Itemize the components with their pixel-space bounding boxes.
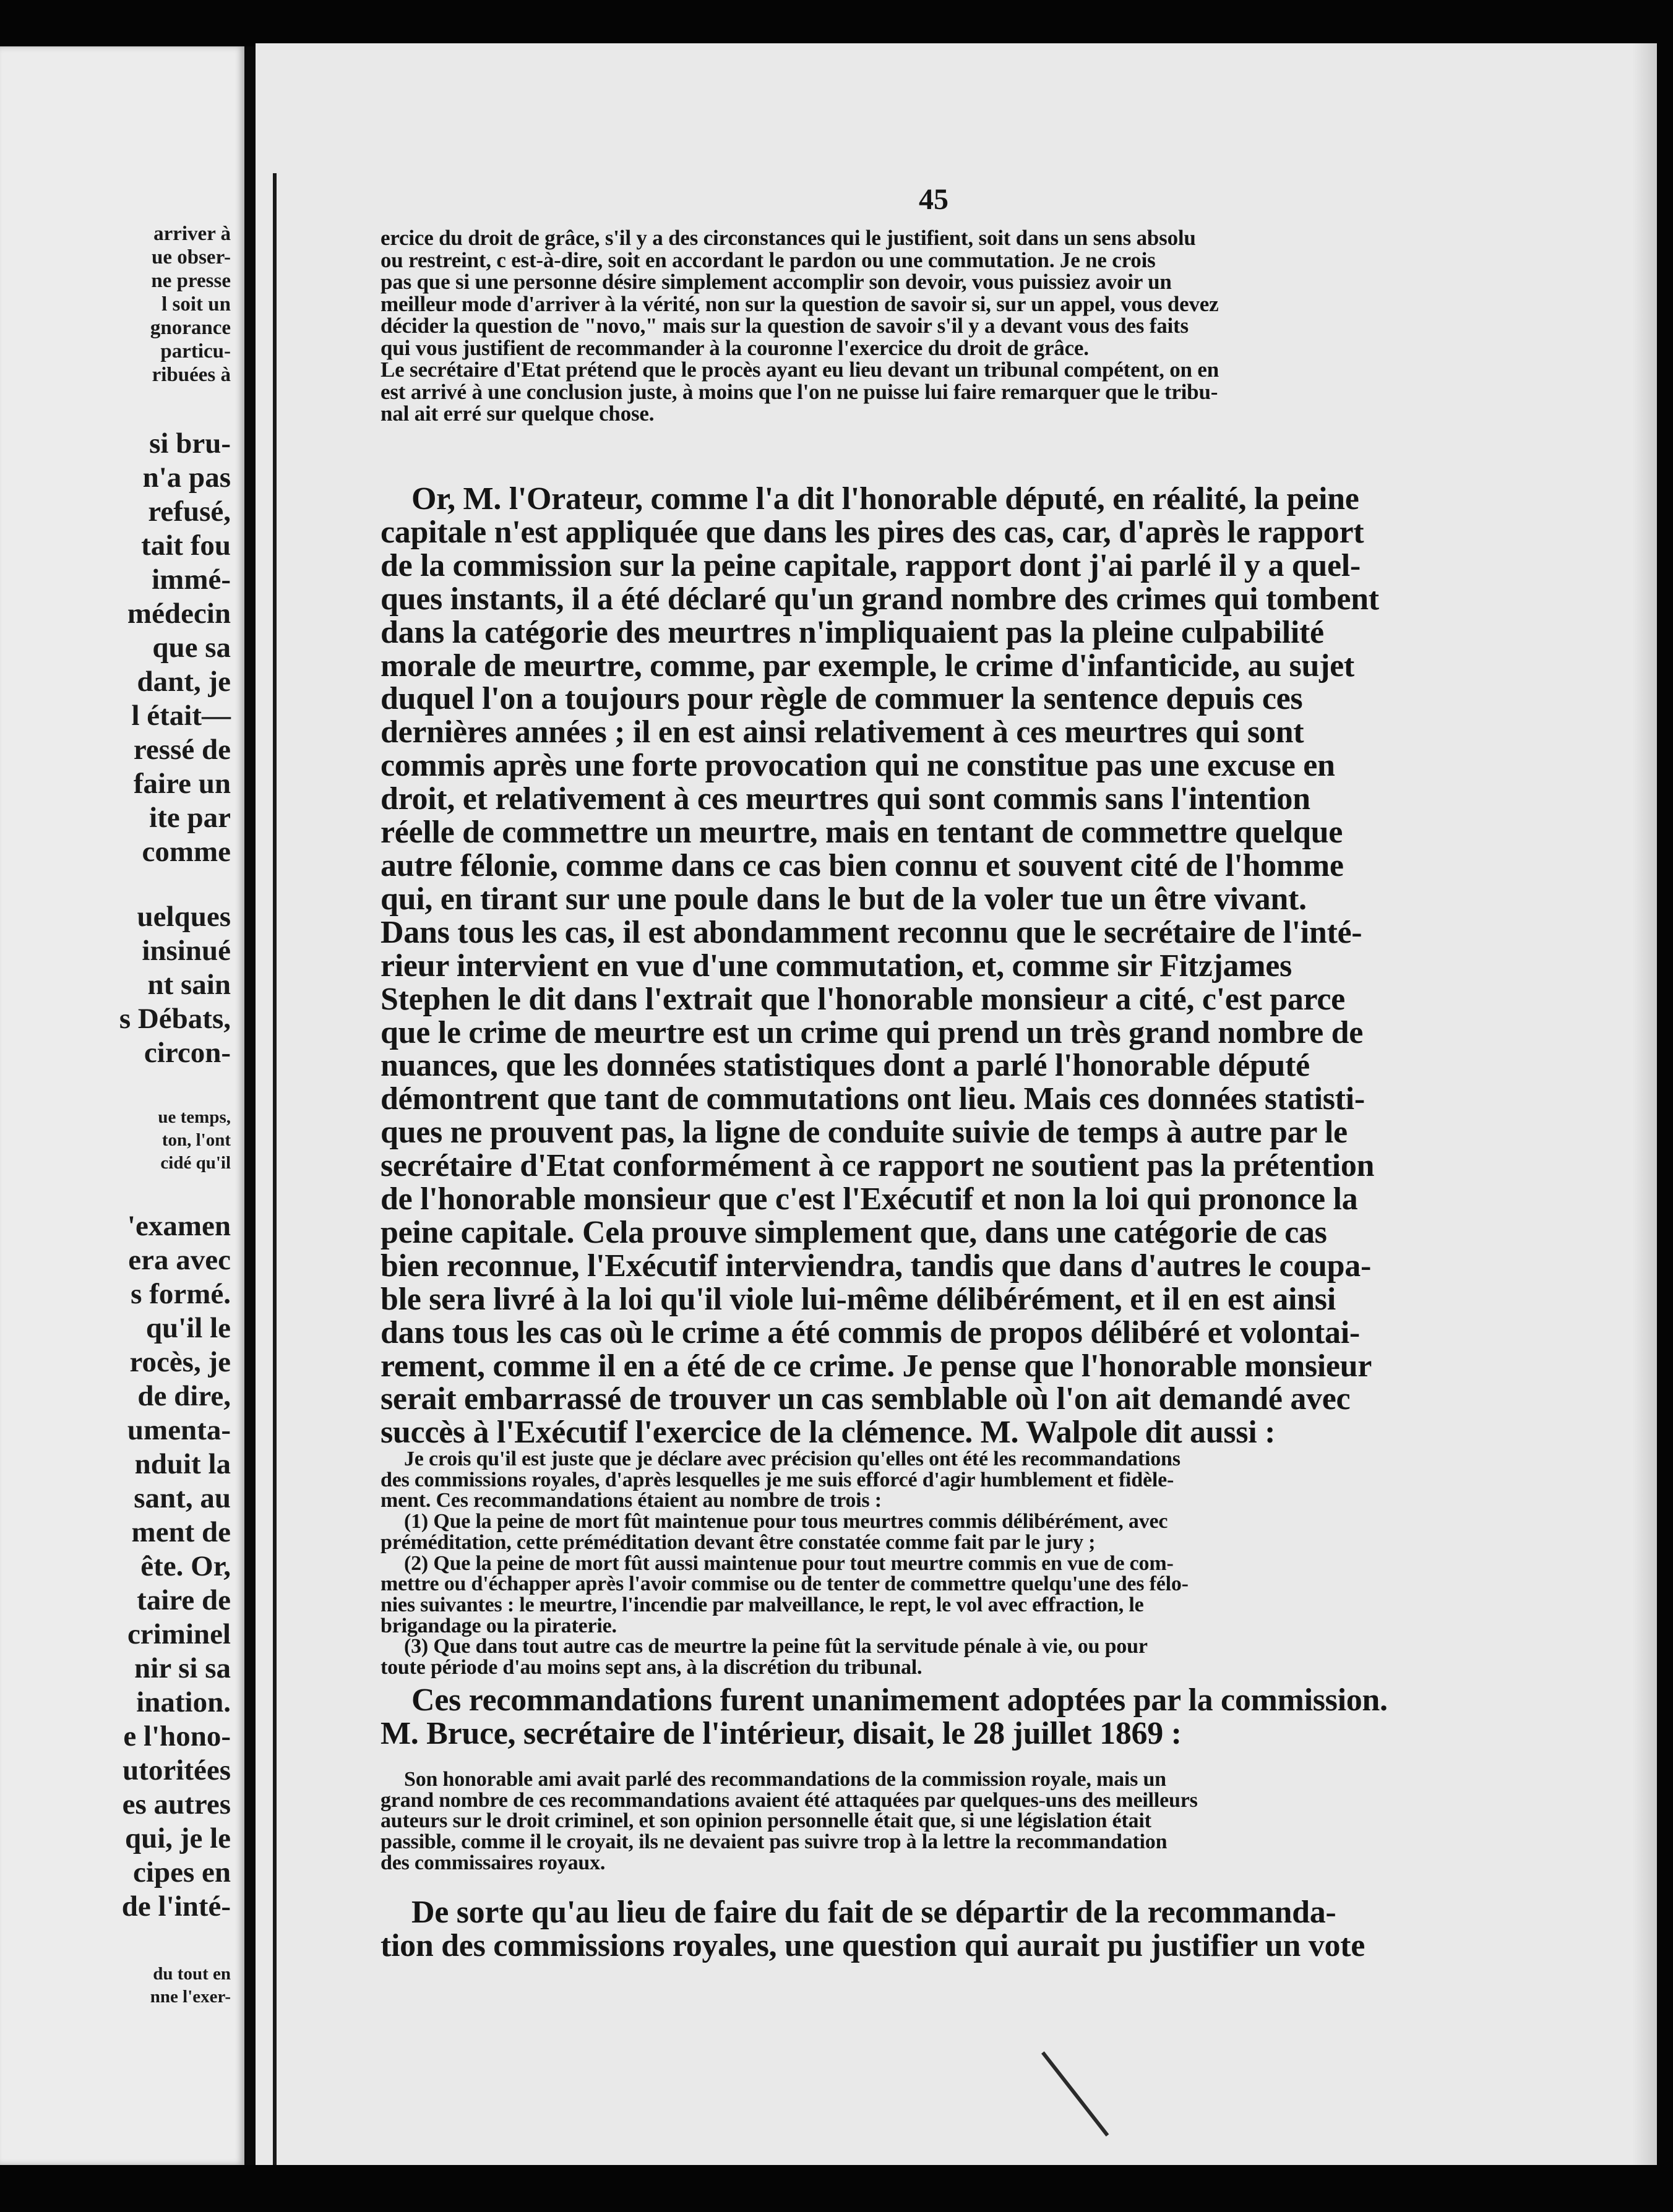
left-page-fragment: immé- [152,564,231,596]
left-page-fragment: qu'il le [145,1312,231,1344]
text-line: préméditation, cette préméditation devant être constatée comme fait par le jury ; [381,1530,1096,1554]
text-line: peine capitale. Cela prouve simplement que, dans une catégorie de cas [381,1214,1327,1250]
left-page-fragment: era avec [128,1244,231,1276]
left-page-fragment: utoritées [123,1754,231,1786]
text-line: est arrivé à une conclusion juste, à moins que l'on ne puisse lui faire remarquer que le tribu- [381,379,1218,404]
left-page-fragment: insinué [142,935,231,967]
left-page-fragment: refusé, [148,495,231,528]
left-page-fragment: s formé. [131,1278,231,1310]
left-page-fragment: ue temps, [158,1107,231,1127]
text-line: Stephen le dit dans l'extrait que l'honorable monsieur a cité, c'est parce [381,981,1345,1017]
text-line: (3) Que dans tout autre cas de meurtre la peine fût la servitude pénale à vie, ou pour [404,1635,1148,1658]
quote-bruce [381,1769,1198,1874]
text-line: dans la catégorie des meurtres n'impliquaient pas la pleine culpabilité [381,614,1324,650]
text-line: ment. Ces recommandations étaient au nombre de trois : [381,1489,882,1512]
text-line: dernières années ; il en est ainsi relativement à ces meurtres qui sont [381,714,1304,750]
binding-line [273,173,277,2171]
text-line: brigandage ou la piraterie. [381,1614,617,1637]
text-line: Or, M. l'Orateur, comme l'a dit l'honorable député, en réalité, la peine [411,481,1359,517]
text-line: nies suivantes : le meurtre, l'incendie par malveillance, le rept, le vol avec effraction, le [381,1593,1144,1616]
text-line: nal ait erré sur quelque chose. [381,401,655,426]
left-page-fragment: ribuées à [152,364,231,386]
text-line: dans tous les cas où le crime a été commis de propos délibéré et volontai- [381,1314,1360,1350]
left-page-fragment: dant, je [137,666,231,698]
text-line: commis après une forte provocation qui ne constitue pas une excuse en [381,748,1335,784]
main-paragraph-3 [381,1896,1365,1963]
text-line: réelle de commettre un meurtre, mais en tentant de commettre quelque [381,815,1343,851]
left-page-fragment: comme [142,836,231,868]
left-page-fragment: 'examen [127,1210,231,1242]
left-page-fragment: ton, l'ont [161,1130,231,1150]
left-page-fragment: gnorance [150,317,231,339]
left-page-fragment: arriver à [153,223,231,245]
text-line: Dans tous les cas, il est abondamment reconnu que le secrétaire de l'inté- [381,914,1362,950]
text-line: De sorte qu'au lieu de faire du fait de se départir de la recommanda- [411,1895,1336,1930]
left-page-fragment: médecin [127,598,231,630]
text-line: des commissaires royaux. [381,1851,606,1874]
left-page-fragment: circon- [144,1037,231,1069]
left-page-fragment: es autres [122,1788,231,1820]
left-page-fragment: nt sain [147,969,231,1001]
text-line: tion des commissions royales, une question qui aurait pu justifier un vote [381,1927,1365,1963]
text-line: Son honorable ami avait parlé des recommandations de la commission royale, mais un [404,1768,1166,1791]
text-line: ou restreint, c est-à-dire, soit en accordant le pardon ou une commutation. Je ne crois [381,247,1156,272]
document-page [256,43,1657,2171]
text-line: ques ne prouvent pas, la ligne de conduite suivie de temps à autre par le [381,1115,1348,1151]
text-line: secrétaire d'Etat conformément à ce rapport ne soutient pas la prétention [381,1148,1375,1184]
text-line: morale de meurtre, comme, par exemple, le crime d'infanticide, au sujet [381,648,1354,684]
quote-walpole [381,1449,1189,1678]
text-line: droit, et relativement à ces meurtres qui sont commis sans l'intention [381,781,1310,817]
left-page-fragment: ête. Or, [140,1550,231,1582]
left-page-fragment: nduit la [134,1448,231,1480]
text-line: nuances, que les données statistiques dont a parlé l'honorable député [381,1048,1310,1084]
left-page-fragment: nir si sa [134,1652,231,1684]
left-page-fragment: cidé qu'il [160,1153,231,1173]
left-page-fragment: ination. [136,1686,231,1718]
left-page-fragment: du tout en [153,1964,231,1984]
text-line: ques instants, il a été déclaré qu'un grand nombre des crimes qui tombent [381,581,1379,617]
text-line: serait embarrassé de trouver un cas semblable où l'on ait demandé avec [381,1381,1351,1417]
left-page-fragment: l soit un [161,293,231,315]
text-line: M. Bruce, secrétaire de l'intérieur, disait, le 28 juillet 1869 : [381,1715,1182,1751]
text-line: de la commission sur la peine capitale, rapport dont j'ai parlé il y a quel- [381,547,1361,583]
text-line: démontrent que tant de commutations ont lieu. Mais ces données statisti- [381,1081,1365,1117]
left-page-fragment: ment de [131,1516,231,1548]
left-page-fragment: particu- [160,340,231,362]
text-line: de l'honorable monsieur que c'est l'Exécutif et non la loi qui prononce la [381,1181,1358,1217]
text-line: Ces recommandations furent unanimement adoptées par la commission. [411,1683,1388,1718]
text-line: meilleur mode d'arriver à la vérité, non sur la question de savoir si, sur un appel, vous devez [381,291,1219,316]
text-line: grand nombre de ces recommandations avaient été attaquées par quelques-uns des meilleurs [381,1788,1198,1812]
left-page-fragment: taire de [137,1584,231,1616]
left-page-fragment: criminel [127,1618,231,1650]
text-line: des commissions royales, d'après lesquelles je me suis efforcé d'agir humblement et fidèle- [381,1468,1174,1491]
text-line: bien reconnue, l'Exécutif interviendra, tandis que dans d'autres le coupa- [381,1248,1371,1284]
left-page-fragment: cipes en [133,1856,231,1888]
left-page-fragment: rocès, je [129,1346,231,1378]
ink-stroke-mark [1041,2051,1109,2137]
page-number: 45 [919,183,948,216]
text-line: succès à l'Exécutif l'exercice de la clémence. M. Walpole dit aussi : [381,1415,1276,1451]
text-line: (1) Que la peine de mort fût maintenue pour tous meurtres commis délibérément, avec [404,1510,1168,1533]
top-quoted-passage [381,227,1219,425]
text-line: autre félonie, comme dans ce cas bien connu et souvent cité de l'homme [381,847,1344,883]
scan-border [0,2165,1673,2212]
text-line: ble sera livré à la loi qu'il viole lui-même délibérément, et il en est ainsi [381,1281,1336,1317]
left-page-fragment: e l'hono- [123,1720,231,1752]
text-line: (2) Que la peine de mort fût aussi maintenue pour tout meurtre commis en vue de com- [404,1551,1174,1575]
left-page-fragment: ne presse [151,270,231,292]
left-page-fragment: que sa [152,632,231,664]
left-page-fragment: si bru- [149,427,231,460]
text-line: décider la question de "novo," mais sur la question de savoir s'il y a devant vous des faits [381,314,1189,338]
main-paragraph-2 [381,1684,1388,1751]
text-line: mettre ou d'échapper après l'avoir commise ou de tenter de commettre quelqu'une des félo- [381,1572,1189,1596]
left-page-fragment: nne l'exer- [150,1987,231,2007]
left-page-fragment: de l'inté- [121,1890,231,1923]
left-page-fragment: ite par [149,802,231,834]
page-edge-shadow [1632,43,1657,2171]
left-facing-page [0,46,244,2165]
left-page-fragment: ressé de [133,734,231,766]
text-line: Je crois qu'il est juste que je déclare avec précision qu'elles ont été les recommandations [404,1447,1181,1470]
text-line: qui vous justifient de recommander à la couronne l'exercice du droit de grâce. [381,335,1089,360]
left-page-fragment: n'a pas [142,461,231,494]
left-page-fragment: faire un [133,768,231,800]
page-gutter [244,46,256,2165]
left-page-fragment: umenta- [127,1414,231,1446]
text-line: qui, en tirant sur une poule dans le but de la voler tue un être vivant. [381,881,1307,917]
left-page-fragment: ue obser- [151,246,231,268]
text-line: ercice du droit de grâce, s'il y a des circonstances qui le justifient, soit dans un sens absolu [381,226,1196,250]
text-line: rement, comme il en a été de ce crime. Je pense que l'honorable monsieur [381,1348,1372,1384]
text-line: passible, comme il le croyait, ils ne devaient pas suivre trop à la lettre la recommandation [381,1830,1168,1854]
text-line: duquel l'on a toujours pour règle de commuer la sentence depuis ces [381,681,1303,717]
left-page-fragment: tait fou [141,529,231,562]
text-line: pas que si une personne désire simplement accomplir son devoir, vous puissiez avoir un [381,270,1172,294]
text-line: auteurs sur le droit criminel, et son opinion personnelle était que, si une législation était [381,1809,1151,1833]
left-page-fragment: qui, je le [124,1822,231,1854]
text-line: que le crime de meurtre est un crime qui prend un très grand nombre de [381,1014,1363,1050]
left-page-fragment: s Débats, [119,1003,231,1035]
left-page-fragment: uelques [137,901,231,933]
text-line: rieur intervient en vue d'une commutation, et, comme sir Fitzjames [381,948,1292,984]
text-line: Le secrétaire d'Etat prétend que le procès ayant eu lieu devant un tribunal compétent, on en [381,358,1219,382]
main-paragraph-1 [381,482,1379,1449]
text-line: capitale n'est appliquée que dans les pires des cas, car, d'après le rapport [381,514,1364,550]
text-line: toute période d'au moins sept ans, à la discrétion du tribunal. [381,1656,923,1679]
left-page-fragment: de dire, [137,1380,231,1412]
left-page-fragment: l était— [131,700,231,732]
left-page-fragment: sant, au [134,1482,231,1514]
